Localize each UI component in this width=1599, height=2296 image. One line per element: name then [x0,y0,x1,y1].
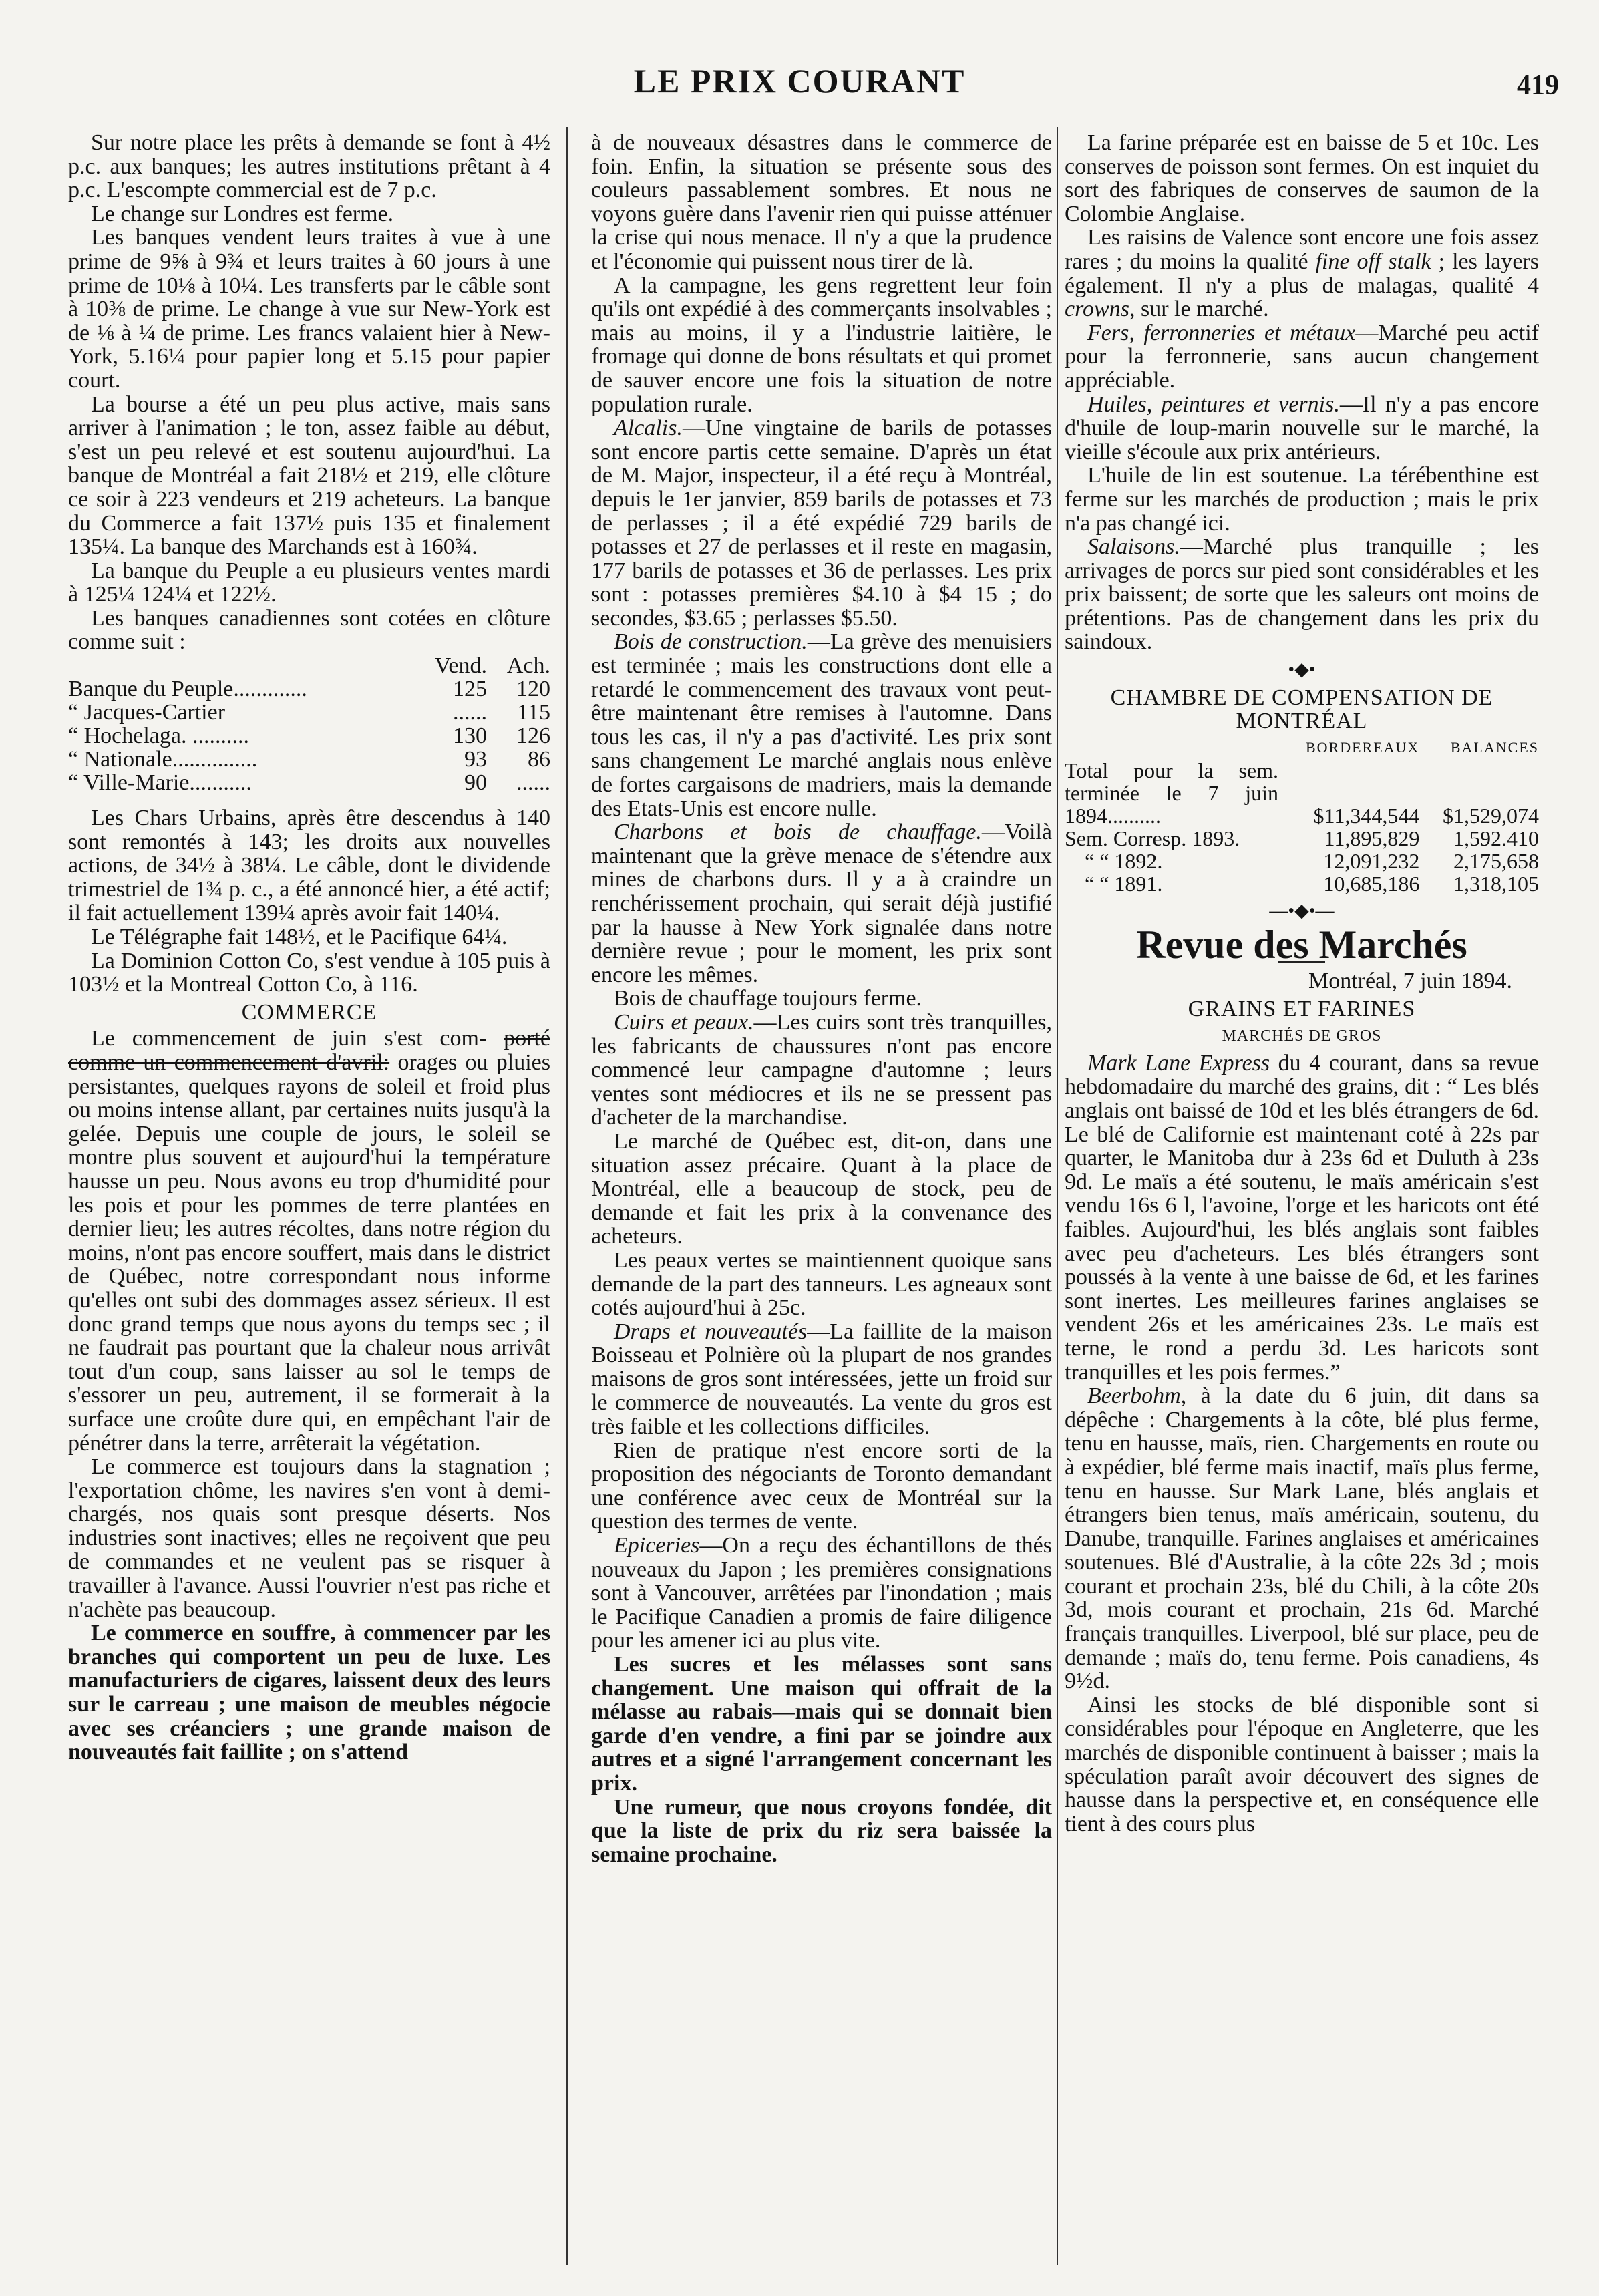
table-row [1065,872,1539,895]
bank-name: “ Ville-Marie........... [68,770,252,796]
ach-value: 86 [528,747,550,772]
paragraph: Le change sur Londres est ferme. [91,201,394,226]
paragraph: Bois de chauffage toujours ferme. [614,986,922,1011]
header-bordereaux: BORDEREAUX [1305,738,1420,756]
paragraph: Sur notre place les prêts à demande se font à 4½ p.c. aux banques; les autres institutions prêtant à 4 p.c. L'escompte commercial est de 7 p.c. [68,131,550,203]
paragraph [591,1534,1052,1653]
column-3 [1065,131,1539,2249]
ornament: •◆• [1288,659,1316,681]
header-ach: Ach. [506,653,550,679]
bordereaux-value: 10,685,186 [1323,871,1420,896]
section-label: Alcalis. [614,416,683,441]
table-row [1065,850,1539,872]
section-label: Draps et nouveautés [614,1319,808,1344]
page-number: 419 [1517,70,1559,101]
paragraph [68,1027,550,1455]
revue-heading: Revue des Marchés [1136,923,1467,967]
paragraph: Le commerce en souffre, à commencer par les branches qui comportent un peu de luxe. Les manufacturiers de cigares, laissent deux des leurs sur le carreau ; une maison de meubles négocie avec ses créanciers ; une grande maison de nouveautés fait faillite ; on s'attend [68,1621,550,1765]
paragraph: Les banques vendent leurs traites à vue à une prime de 9⅝ à 9¾ et leurs traites à 60 jours à une prime de 10⅛ à 10¼. Les transferts par le câble sont à 10⅜ de prime. Le change à vue sur New-York est de ⅛ à ¼ de prime. Les francs valaient hier à New-York, 5.16¼ pour papier long et 5.15 pour papier court. [68,225,550,393]
row-label: “ “ 1892. [1085,848,1163,873]
section-label: Beerbohm [1087,1383,1181,1409]
paragraph [591,416,1052,630]
paragraph [591,1320,1052,1439]
ach-value: 115 [517,700,550,725]
paragraph: Le marché de Québec est, dit-on, dans une situation assez précaire. Quant à la place de Montréal, elle a beaucoup de stock, peu de demande et fait les prix à la convenance des acheteurs. [591,1128,1052,1249]
bank-name: “ Jacques-Cartier [68,700,226,725]
table-header-row [68,654,550,677]
ach-value: ...... [516,770,550,796]
marches-subheading: MARCHÉS DE GROS [1222,1027,1382,1045]
text-run: —La grève des menuisiers est terminée ; mais les constructions dont elle a retardé le commencement des travaux vont peut-être maintenant être remises à l'automne. Dans tous les cas, il n'y a pas d'activité. Les prix sont sans changement Le marché anglais nous enlève de fortes cargaisons de madriers, mais la demande des Etats-Unis est encore nulle. [591,629,1052,821]
paragraph [1065,393,1539,464]
bordereaux-value: 11,895,829 [1324,826,1420,850]
row-label: Sem. Corresp. 1893. [1065,826,1240,850]
section-label: Charbons et bois de chauffage. [614,820,982,845]
paragraph [591,1011,1052,1130]
header-balances: BALANCES [1450,738,1539,756]
header-vend: Vend. [434,653,487,679]
paragraph [1065,226,1539,321]
paragraph: Les Chars Urbains, après être descendus à 140 sont remontés à 143; les droits aux nouvelles actions, de 34½ à 38¼. Le câble, dont le dividende trimestriel de 1¾ p. c., a été annoncé hier, a été actif; il fait actuellement 139¼ après avoir fait 140¼. [68,806,550,926]
balances-value: 2,175,658 [1453,848,1539,873]
column-divider-2 [1057,127,1058,2265]
table-row [68,724,550,748]
text-run: —Les cuirs sont très tranquilles, les fabricants de chaussures n'ont pas encore commencé leur campagne d'automne ; leurs ventes sont médiocres et ils ne se pressent pas d'acheter de la marchandise. [591,1009,1052,1130]
bordereaux-value: 12,091,232 [1323,848,1420,873]
paragraph: Le commerce est toujours dans la stagnation ; l'exportation chôme, les navires s'en vont à demi-chargés, nos quais sont presque déserts. Nos industries sont inactives; elles ne reçoivent que peu de commandes et ne veulent pas se risquer à travailler à l'avance. Aussi l'ouvrier n'est pas riche et n'achète pas beaucoup. [68,1454,550,1622]
paragraph: Rien de pratique n'est encore sorti de la proposition des négociants de Toronto demandant une conférence avec ceux de Montréal sur la question des termes de vente. [591,1438,1052,1534]
page-header [0,0,1599,124]
header-rule [65,114,1535,116]
paragraph [1065,1051,1539,1384]
bank-quotes-table [68,654,550,794]
section-label: Bois de construction. [614,629,808,655]
section-label: Huiles, peintures et vernis. [1087,391,1340,417]
balances-value: $1,529,074 [1443,803,1539,828]
table-row [1065,759,1539,827]
paragraph: Ainsi les stocks de blé disponible sont si considérables pour l'époque en Angleterre, que les marchés de disponible continuent à baisser ; mais la spéculation paraît avoir découvert des signes de hausse dans la perspective et, en conséquence elle tient à des cours plus [1065,1692,1539,1836]
bank-name: “ Nationale............... [68,747,258,772]
section-label: Epiceries [614,1533,700,1559]
text-run: Le commencement de juin s'est com- [91,1026,487,1051]
bank-name: Banque du Peuple............. [68,677,307,702]
table-row [68,748,550,771]
text-run: —Une vingtaine de barils de potasses sont encore partis cette semaine. D'après un état de M. Major, inspecteur, il a été reçu à Montréal, depuis le 1er janvier, 859 barils de potasses et 73 de perlasses ; il a été expédié 729 barils de potasses et 27 de perlasses et il reste en magasin, 177 barils de potasses et 36 de perlasses. Les prix sont : potasses premières $4.10 à $4 15 ; do secondes, $3.65 ; perlasses $5.50. [591,416,1052,631]
text-run: —Il n'y a pas encore d'huile de loup-marin nouvelle sur le marché, la vieille s'écoule aux prix antérieurs. [1065,391,1539,464]
paragraph: La bourse a été un peu plus active, mais sans arriver à l'animation ; le ton, assez faible au début, s'est un peu relevé et est soutenu aujourd'hui. La banque de Montréal a fait 218½ et 219, elle clôture ce soir à 223 vendeurs et 219 acheteurs. La banque du Commerce a fait 137½ puis 135 et finalement 135¼. La banque des Marchands est à 160¾. [68,391,550,560]
balances-value: 1,318,105 [1453,871,1539,896]
paragraph [591,630,1052,820]
vend-value: 90 [464,770,487,796]
grains-heading: GRAINS ET FARINES [1188,996,1416,1021]
paragraph [1065,1384,1539,1693]
row-label: “ “ 1891. [1085,871,1163,896]
paragraph [1065,535,1539,654]
running-title: LE PRIX COURANT [633,62,966,100]
table-row [1065,827,1539,850]
paragraph: Le Télégraphe fait 148½, et le Pacifique 64¼. [91,925,508,950]
vend-value: 125 [453,677,487,702]
emphasis: fine off stalk [1315,249,1431,274]
table-row [68,677,550,701]
table-row [68,771,550,794]
balances-value: 1,592.410 [1453,826,1539,850]
paragraph: Une rumeur, que nous croyons fondée, dit que la liste de prix du riz sera baissée la semaine prochaine. [591,1794,1052,1867]
vend-value: 130 [453,723,487,749]
text-run: Les raisins de Valence sont encore une fois assez rares ; du moins la qualité [1065,225,1539,274]
column-divider-1 [566,127,568,2265]
chambre-heading: CHAMBRE DE COMPENSATION DE MONTRÉAL [1110,685,1493,734]
table-header-row [1065,736,1539,759]
ach-value: 126 [516,723,550,749]
paragraph: A la campagne, les gens regrettent leur foin qu'ils ont expédié à des commerçants insolvables ; mais au moins, il y a l'industrie laitière, le fromage qui donne de bons résultats et qui promet de sauver encore une fois la situation de notre population rurale. [591,273,1052,417]
paragraph: L'huile de lin est soutenue. La térébenthine est ferme sur les marchés de production ; mais le prix n'a pas changé ici. [1065,463,1539,536]
row-label: Total pour la sem. terminée le 7 juin 1894.......... [1065,758,1278,828]
paragraph: Les peaux vertes se maintiennent quoique sans demande de la part des tanneurs. Les agneaux sont cotés aujourd'hui à 25c. [591,1247,1052,1321]
text-run: —Voilà maintenant que la grève menace de s'étendre aux mines de charbons durs. Il y a à craindre un renchérissement prochain, qui serait déjà justifié par la hausse à New York signalée dans notre dernière revue ; pour le moment, les prix sont encore les mêmes. [591,820,1052,987]
bordereaux-value: $11,344,544 [1313,803,1420,828]
text-run: , sur le marché. [1129,297,1269,322]
text-run: du 4 courant, dans sa revue hebdomadaire du marché des grains, dit : “ Les blés anglais ont baissé de 10d et les blés étrangers de 6d. Le blé de Californie est maintenant coté à 22s par quarter, le Manitoba dur à 23s 6d et Duluth à 23s 9d. Le maïs a été soutenu, le maïs américain s'est vendu 16s 6 l, l'avoine, l'orge et les haricots ont été faibles. Aujourd'hui, les blés anglais sont faibles avec peu d'acheteurs. Les blés étrangers sont poussés à la vente à une baisse de 6d, et les farines sont inertes. Les meilleures farines anglaises se vendent 26s et les américaines 23s. Le maïs est terne, le rond a perdu 3d. Les haricots sont tranquilles et les pois fermes.” [1065,1050,1539,1385]
ornament: —•◆•— [1269,900,1335,921]
bank-name: “ Hochelaga. .......... [68,723,249,749]
table-row [68,701,550,724]
paragraph: La Dominion Cotton Co, s'est vendue à 105 puis à 103½ et la Montreal Cotton Co, à 116. [68,948,550,997]
text-run: ; les layers également. Il n'y a plus de malagas, qualité 4 [1065,249,1539,298]
vend-value: ...... [453,700,487,725]
emphasis: crowns [1065,297,1129,322]
section-label: Salaisons. [1087,534,1180,560]
section-label: Mark Lane Express [1087,1050,1270,1076]
column-1 [68,131,550,2249]
text-run: orages ou pluies persistantes, quelques rayons de soleil et froid plus ou moins intense allant, par certaines nuits jusqu'à la gelée. Depuis une couple de jours, le soleil se montre plus souvent et aujourd'hui la température hausse un peu. Nous avons eu trop d'humidité pour les pois et pour les pommes de terre plantées en dernier lieu; les autres récoltes, dans notre région du moins, n'ont pas encore souffert, mais dans le district de Québec, notre correspondant nous informe qu'elles ont subi des dommages assez sérieux. Il est donc grand temps que nous ayons du temps sec ; il ne faudrait pas pourtant que la chaleur nous arrivât tout d'un coup, sans laisser au sol le temps de s'essorer un peu, autrement, il se formerait à la surface une croûte dure qui, en empêchant l'air de pénétrer dans la terre, arrêterait la végétation. [68,1050,550,1456]
section-label: Cuirs et peaux. [614,1009,754,1035]
commerce-heading: COMMERCE [241,999,377,1025]
paragraph [1065,321,1539,393]
paragraph: Les sucres et les mélasses sont sans changement. Une maison qui offrait de la mélasse au rabais—mais qui se donnait bien garde d'en vendre, a fini par se joindre aux autres et a signé l'arrangement concernant les prix. [591,1652,1052,1796]
paragraph [591,820,1052,987]
paragraph: La banque du Peuple a eu plusieurs ventes mardi à 125¼ 124¼ et 122½. [68,558,550,607]
text-run: —On a reçu des échantillons de thés nouveaux du Japon ; les premières consignations sont à Vancouver, arrêtées par l'inondation ; mais le Pacifique Canadien a promis de faire diligence pour les amener ici au plus vite. [591,1533,1052,1653]
column-2 [591,131,1052,2249]
struck-text: porté comme un commencement d'avril: [68,1026,550,1075]
dateline: Montréal, 7 juin 1894. [1308,969,1512,994]
paragraph: à de nouveaux désastres dans le commerce de foin. Enfin, la situation se présente sous des couleurs passablement sombres. Et nous ne voyons guère dans l'avenir rien qui puisse atténuer la crise qui nous menace. Il n'y a que la prudence et l'économie qui puissent nous tirer de là. [591,131,1052,274]
section-label: Fers, ferronneries et métaux [1087,320,1356,345]
paragraph: Les banques canadiennes sont cotées en clôture comme suit : [68,605,550,655]
ach-value: 120 [516,677,550,702]
text-run: , à la date du 6 juin, dit dans sa dépêche : Chargements à la côte, blé plus ferme, tenu en hausse, maïs, rien. Chargements en route ou à expédier, blé ferme mais inactif, maïs plus ferme, tenu en hausse. Sur Mark Lane, blés anglais et étrangers bien tenus, maïs américain, soutenu, du Danube, tranquille. Farines anglaises et américaines soutenues. Blé d'Australie, à la côte 22s 3d ; mois courant et prochain 23s, blé du Chili, à la côte 20s 3d, mois courant et prochain, 21s 6d. Marché français tranquilles. Liverpool, blé sur place, peu de demande ; maïs do, tenu ferme. Pois canadiens, 4s 9½d. [1065,1383,1539,1694]
clearing-house-table [1065,736,1539,895]
vend-value: 93 [464,747,487,772]
text-run: —Marché peu actif pour la ferronnerie, sans aucun changement appréciable. [1065,320,1539,393]
text-run: —Marché plus tranquille ; les arrivages de porcs sur pied sont considérables et les prix baissent; de sorte que les saleurs ont moins de prétentions. Pas de changement dans les prix du saindoux. [1065,534,1539,655]
text-run: —La faillite de la maison Boisseau et Polnière où la plupart de nos grandes maisons de gros sont intéressées, jette un froid sur le commerce de nouveautés. La vente du gros est très faible et les collections difficiles. [591,1319,1052,1440]
paragraph: La farine préparée est en baisse de 5 et 10c. Les conserves de poisson sont fermes. On est inquiet du sort des fabriques de conserves de saumon de la Colombie Anglaise. [1065,131,1539,226]
